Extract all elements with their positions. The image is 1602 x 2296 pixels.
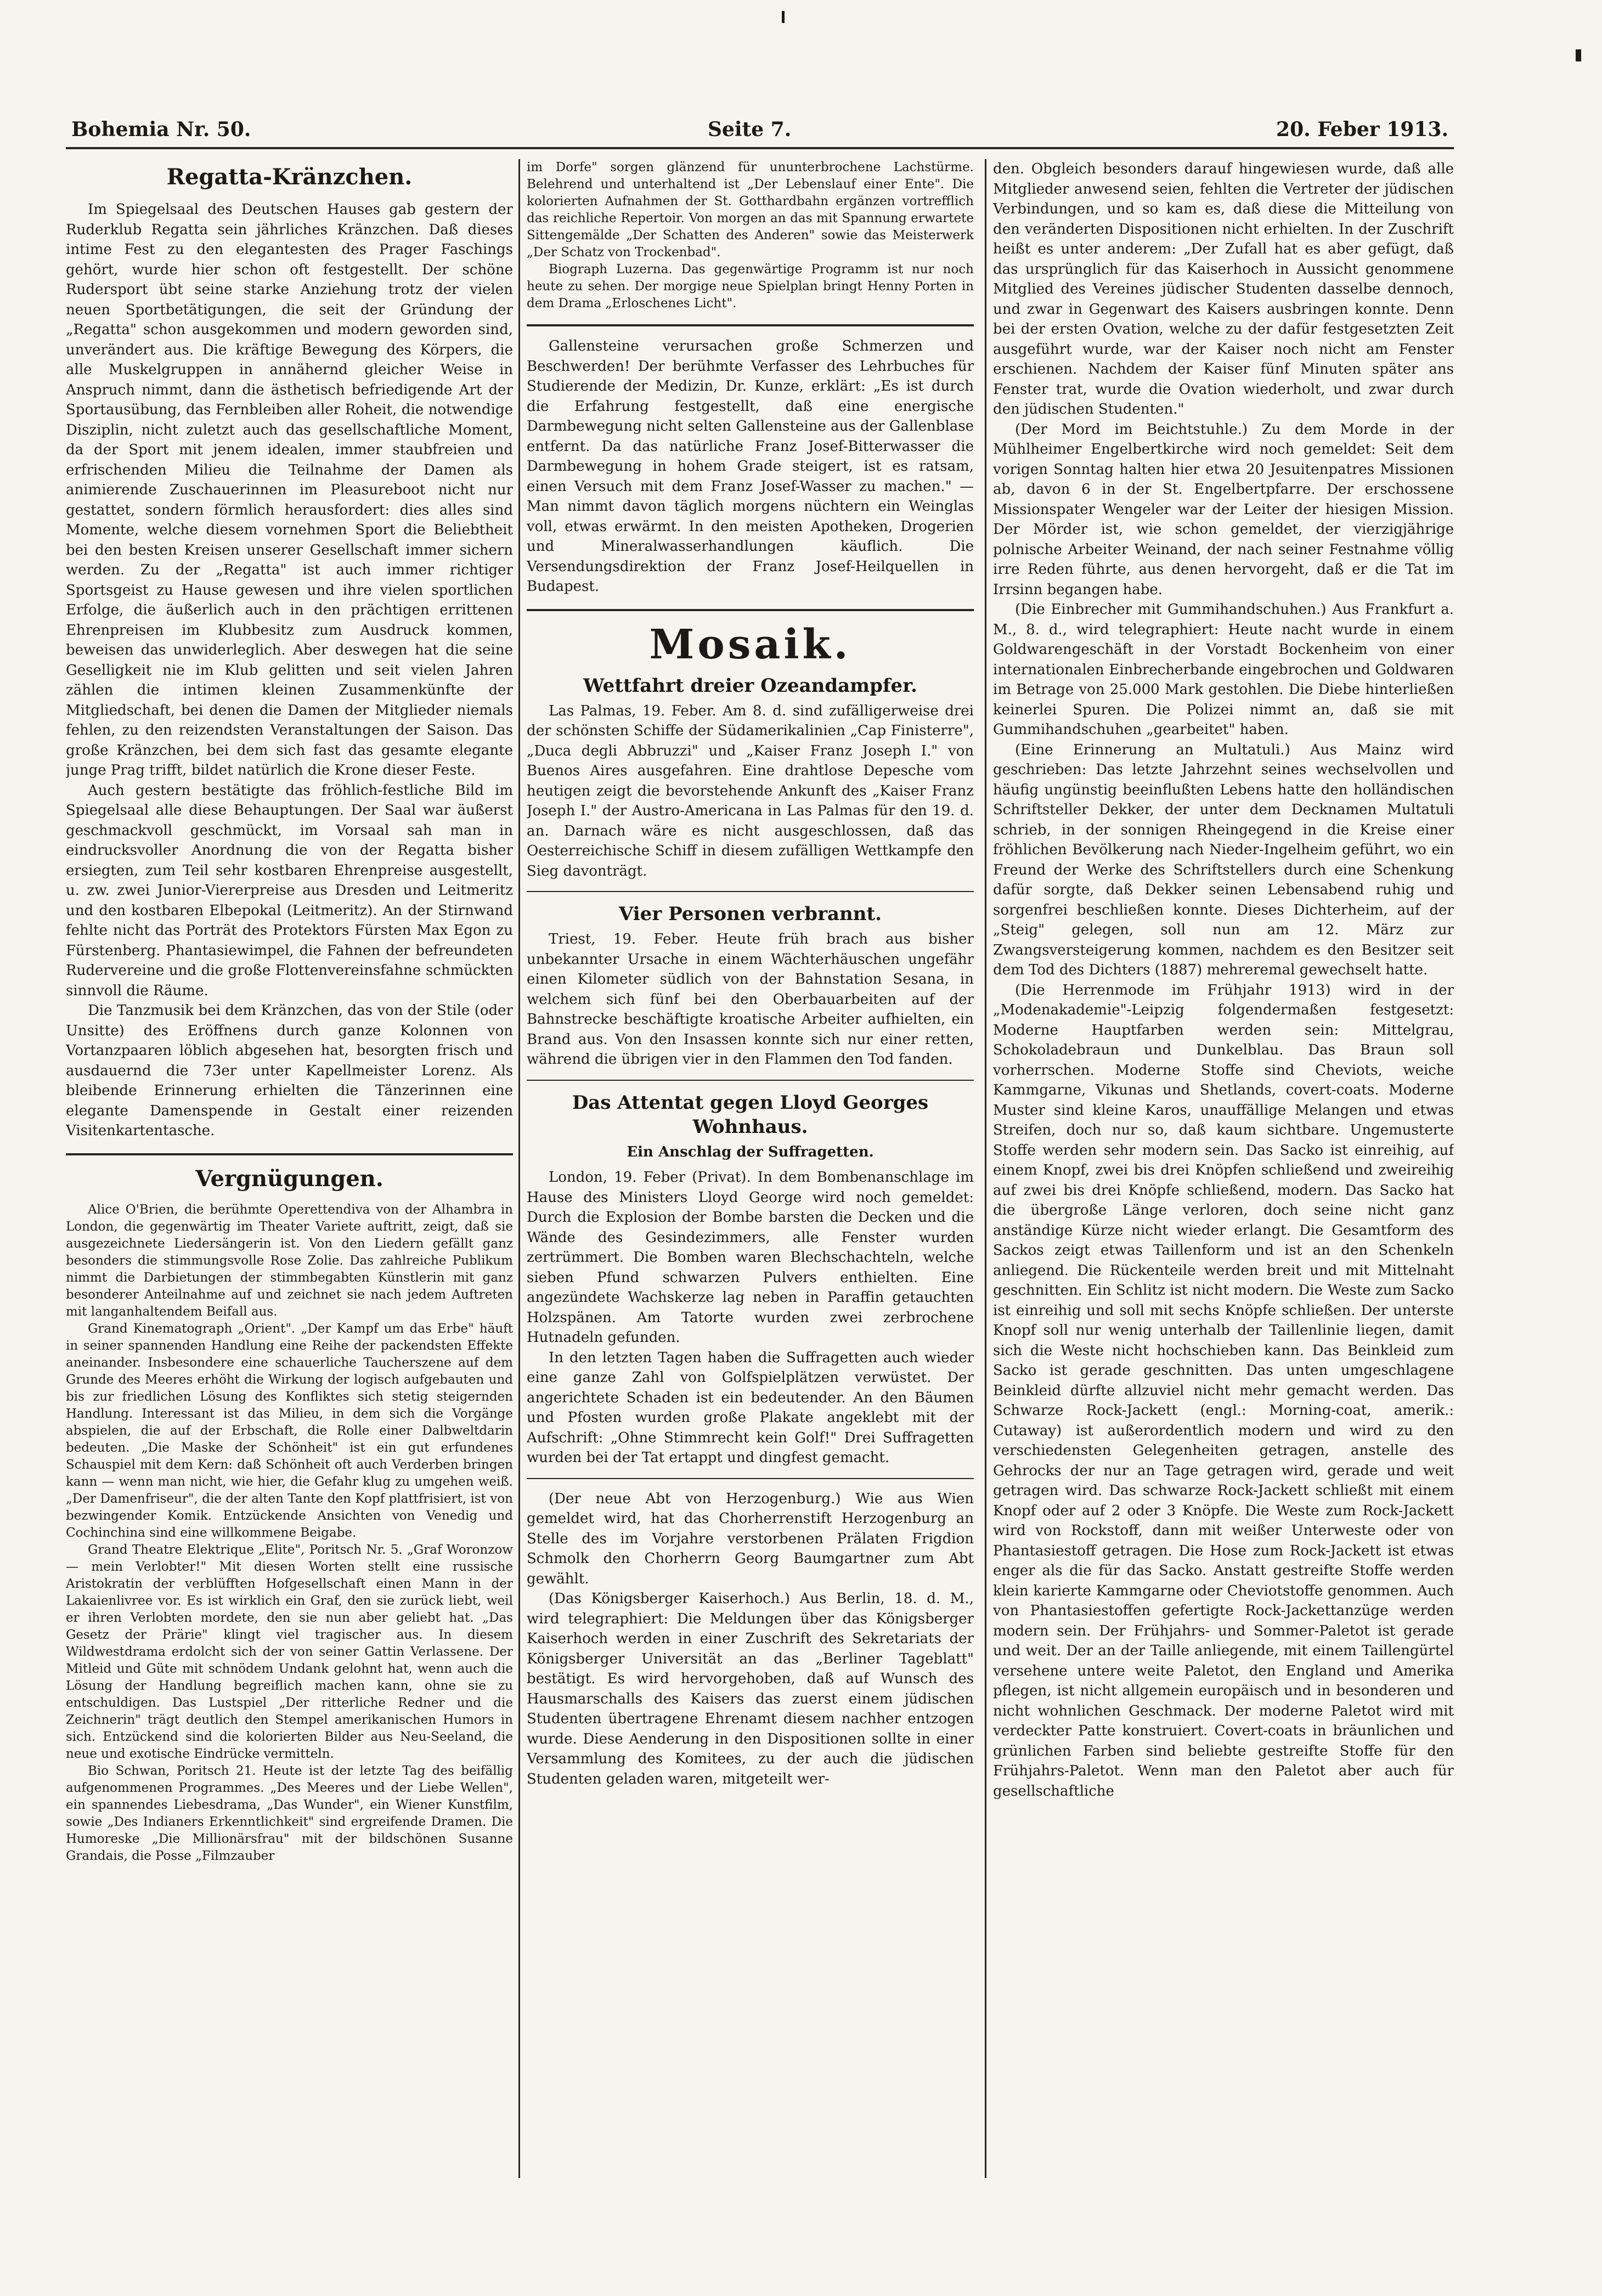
article-subtitle: Ein Anschlag der Suffragetten. (627, 1143, 874, 1160)
article-title: Regatta-Kränzchen. (166, 164, 413, 190)
article-title: Vier Personen verbrannt. (618, 903, 882, 925)
article-paragraph: Triest, 19. Feber. Heute früh brach aus bisher unbekannter Ursache in einem Wächterhäuschen ungefähr einen Kilometer südlich von der Bahnstation Sesana, in welchem sich fünf bei den Oberbauarbeiten auf der Bahnstrecke beschäftigte kroatische Arbeiter aufhielten, ein Brand aus. Von den Insassen konnte sich nur einer retten, während die übrigen vier in den Flammen den Tod fanden. (527, 931, 974, 1068)
article-paragraph: (Das Königsberger Kaiserhoch.) Aus Berlin, 18. d. M., wird telegraphiert: Die Meldungen über das Königsberger Kaiserhoch werden in einer Zuschrift des Sekretariats der Königsberger Universität an das „Berliner Tageblatt" bestätigt. Es wird hervorgehoben, daß auf Wunsch des Hausmarschalls des Kaisers das zuerst einem jüdischen Studenten übertragene Ehrenamt diesem nachher entzogen wurde. Diese Aenderung in den Dispositionen sollte in einer Versammlung des Komitees, zu der auch die jüdischen Studenten geladen waren, mitgeteilt wer- (527, 1590, 974, 1787)
section-divider (527, 609, 974, 611)
article-paragraph: Alice O'Brien, die berühmte Operettendiva von der Alhambra in London, die gegenwärtig im Theater Variete auftritt, zeigt, daß sie ausgezeichnete Liedersängerin ist. Von den Liedern gefällt ganz besonders die stimmungsvolle Rose Zolie. Das zahlreiche Publikum nimmt die Darbietungen der stimmbegabten Künstlerin mit ganz besonderer Anteilnahme auf und zeichnet sie nach jedem Auftreten mit langanhaltendem Beifall aus. (66, 1202, 513, 1319)
article-paragraph: (Der neue Abt von Herzogenburg.) Wie aus Wien gemeldet wird, hat das Chorherrenstift Herzogenburg an Stelle des im Vorjahre verstorbenen Prälaten Frigdion Schmolk den Chorherrn Georg Baumgartner zum Abt gewählt. (527, 1490, 974, 1587)
article-paragraph: im Dorfe" sorgen glänzend für ununterbrochene Lachstürme. Belehrend und unterhaltend ist „Der Lebenslauf einer Ente". Die kolorierten Aufnahmen der St. Gotthardbahn ergänzen vortrefflich das reichliche Repertoir. Von morgen an das mit Spannung erwartete Sittengemälde „Der Schatten des Anderen" sowie das Meisterwerk „Der Schatz von Trockenbad". (527, 160, 974, 260)
margin-mark (1576, 49, 1581, 61)
article-paragraph: Grand Theatre Elektrique „Elite", Poritsch Nr. 5. „Graf Woronzow — mein Verlobter!" Mit diesen Worten stellt eine russische Aristokratin der verblüfften Hofgesellschaft einen Mann in der Lakaienlivree vor. Es ist wirklich ein Graf, den sie zurück liebt, weil er ihren Verlobten mordete, den sie nun aber geliebt hat. „Das Gesetz der Prärie" klingt viel tragischer aus. In diesem Wildwestdrama erdolcht sich der von seiner Gattin Verlassene. Der Mitleid und Güte mit schnödem Undank gelohnt hat, wenn auch die Lösung der Handlung begreiflich machen kann, ohne sie zu entschuldigen. Das Lustspiel „Der ritterliche Redner und die Zeichnerin" trägt deutlich den Stempel amerikanischen Humors in sich. Entzückend sind die kolorierten Bilder aus Neu-Seeland, die neue und exotische Eindrücke vermitteln. (66, 1542, 513, 1761)
section-title: Vergnügungen. (195, 1165, 383, 1192)
article-divider (527, 1478, 974, 1479)
column-2 (527, 159, 974, 2178)
article-paragraph: London, 19. Feber (Privat). In dem Bombenanschlage im Hause des Ministers Lloyd George wird noch gemeldet: Durch die Explosion der Bombe barsten die Decken und die Wände des Gesindezimmers, alle Fenster wurden zertrümmert. Die Bomben waren Blechschachteln, welche sieben Pfund schwarzen Pulvers enthielten. Eine angezündete Wachskerze lag neben in Paraffin getauchten Holzspänen. Am Tatorte wurden zwei zerbrochene Hutnadeln gefunden. (527, 1169, 974, 1346)
article-divider (527, 1080, 974, 1081)
article-paragraph: Grand Kinematograph „Orient". „Der Kampf um das Erbe" häuft in seiner spannenden Handlung eine Reihe der packendsten Effekte aneinander. Insbesondere eine schauerliche Taucherszene auf dem Grunde des Meeres erhöht die Wirkung der logisch aufgebauten und bis zur friedlichen Lösung des Konfliktes sich stetig steigernden Handlung. Interessant ist das Milieu, in dem sich die Vorgänge abspielen, die auf der Erbschaft, die Rolle einer Dalbweltdarin bedeuten. „Die Maske der Schönheit" ist ein gut erfundenes Schauspiel mit dem Kern: daß Schönheit oft auch Verderben bringen kann — wenn man nicht, wie hier, die Gefahr klug zu umgehen weiß. „Der Damenfriseur", die der alten Tante den Kopf plattfrisiert, ist von bezwingender Komik. Entzückende Ansichten von Venedig und Cochinchina sind eine willkommene Beigabe. (66, 1321, 513, 1540)
article-paragraph: Bio Schwan, Poritsch 21. Heute ist der letzte Tag des beifällig aufgenommenen Programmes. „Des Meeres und der Liebe Wellen", ein spannendes Liebesdrama, „Das Wunder", ein Wiener Kunstfilm, sowie „Des Indianers Erkenntlichkeit" sind ergreifende Dramen. Die Humoreske „Die Millionärsfrau" mit der bildschönen Susanne Grandais, die Posse „Filmzauber (66, 1763, 513, 1863)
article-paragraph: In den letzten Tagen haben die Suffragetten auch wieder eine ganze Zahl von Golfspielplätzen verwüstet. Der angerichtete Schaden ist ein bedeutender. An den Bäumen und Pfosten wurden große Plakate angeklebt mit der Aufschrift: „Ohne Stimmrecht kein Golf!" Drei Suffragetten wurden bei der Tat ertappt und dingfest gemacht. (527, 1349, 974, 1466)
article-paragraph: Las Palmas, 19. Feber. Am 8. d. sind zufälligerweise drei der schönsten Schiffe der Südamerikalinien „Cap Finisterre", „Duca degli Abbruzzi" und „Kaiser Franz Joseph I." von Buenos Aires ausgefahren. Eine drahtlose Depesche vom heutigen zeigt die bevorstehende Ankunft des „Kaiser Franz Joseph I." der Austro-Americana in Las Palmas für den 19. d. an. Darnach wäre es nicht ausgeschlossen, daß das Oesterreichische Schiff in diesem zufälligen Wettkampfe den Sieg davonträgt. (527, 702, 974, 879)
article-paragraph: Auch gestern bestätigte das fröhlich-festliche Bild im Spiegelsaal alle diese Behauptungen. Der Saal war äußerst geschmackvoll geschmückt, im Vorsaal sah man in eindrucksvoller Anordnung die von der Regatta bisher ersiegten, zum Teil sehr kostbaren Ehrenpreise ausgestellt, u. zw. zwei Junior-Viererpreise aus Dresden und Leitmeritz und den kostbaren Elbepokal (Leitmeritz). An der Stirnwand fehlte nicht das Porträt des Protektors Fürsten Max Egon zu Fürstenberg. Phantasiewimpel, die Fahnen der befreundeten Rudervereine und die große Flottenvereinsfahne schmückten sinnvoll die Räume. (66, 782, 513, 999)
article-paragraph: Im Spiegelsaal des Deutschen Hauses gab gestern der Ruderklub Regatta sein jährliches Kränzchen. Daß dieses intime Fest zu den elegantesten des Prager Faschings gehört, wurde hier schon oft festgestellt. Der schöne Rudersport übt seine starke Anziehung trotz der vielen neuen Sportbetätigungen, die seit der Gründung der „Regatta" schon ausgekommen und modern geworden sind, unverändert aus. Die kräftige Bewegung des Körpers, die alle Muskelgruppen in annähernd gleicher Weise in Anspruch nimmt, dann die ästhetisch befriedigende Art der Sportausübung, das Fernbleiben aller Roheit, die notwendige Disziplin, nicht zuletzt auch das gesellschaftliche Moment, da der Sport mit jenem idealen, immer staubfreien und erfrischenden Milieu die Teilnahme der Damen als animierende Zuschauerinnen im Pleasureboot nicht nur gestattet, sondern förmlich herausfordert: dies alles sind Momente, welche diesem vornehmen Sport die Beliebtheit bei den besten Kreisen unserer Gesellschaft immer sichern werden. Zu der „Regatta" ist auch immer richtiger Sportsgeist zu Hause gewesen und ihre vielen sportlichen Erfolge, die äußerlich auch in den prächtigen errittenen Ehrenpreisen im Klubbesitz zum Ausdruck kommen, beweisen das unwiderleglich. Aber deswegen hat die seine Geselligkeit nie im Klub gelitten und seit vielen Jahren zählen die intimen kleinen Zusammenkünfte der Mitgliedschaft, bei denen die Damen der Mitglieder niemals fehlen, zu den reizendsten Veranstaltungen der Saison. Das große Kränzchen, bei dem sich fast das gesamte elegante junge Prag trifft, bildet natürlich die Krone dieser Feste. (66, 201, 513, 779)
article-paragraph: den. Obgleich besonders darauf hingewiesen wurde, daß alle Mitglieder anwesend seien, fehlten die Vertreter der jüdischen Verbindungen, und so kam es, daß diese die Mitteilung von den veränderten Dispositionen nicht erhielten. In der Zuschrift heißt es unter anderem: „Der Zufall hat es aber gefügt, daß das ursprünglich für das Kaiserhoch in Aussicht genommene Mitglied des Vereines jüdischer Studenten dasselbe dennoch, und zwar in Gegenwart des Kaisers ausbringen konnte. Denn bei der ersten Ovation, welche zu der dafür festgesetzten Zeit ausgeführt wurde, war der Kaiser noch nicht am Fenster erschienen. Nachdem der Kaiser fünf Minuten später ans Fenster trat, wurde die Ovation wiederholt, und zwar durch den jüdischen Studenten." (993, 161, 1454, 418)
article-paragraph: (Die Einbrecher mit Gummihandschuhen.) Aus Frankfurt a. M., 8. d., wird telegraphiert: Heute nacht wurde in einem Goldwarengeschäft in der Vorstadt Bockenheim von einer internationalen Einbrecherbande eingebrochen und Goldwaren im Betrage von 25.000 Mark gestohlen. Die Diebe hinterließen keinerlei Spuren. Die Polizei nimmt an, daß sie mit Gummihandschuhen „gearbeitet" haben. (993, 601, 1454, 738)
article-paragraph: Die Tanzmusik bei dem Kränzchen, das von der Stile (oder Unsitte) des Eröffnens durch ganze Kolonnen von Vortanzpaaren löblich abgesehen hat, besorgten frisch und ausdauernd die 73er unter Kapellmeister Lorenz. Als bleibende Erinnerung erhielten die Tänzerinnen eine elegante Damenspende in Gestalt einer reizenden Visitenkartentasche. (66, 1002, 513, 1139)
article-title: Das Attentat gegen Lloyd Georges Wohnhaus. (572, 1091, 929, 1138)
article-title: Wettfahrt dreier Ozeandampfer. (583, 674, 917, 697)
header-date: 20. Feber 1913. (1276, 118, 1448, 141)
article-paragraph: Biograph Luzerna. Das gegenwärtige Programm ist nur noch heute zu sehen. Der morgige neue Spielplan bringt Henny Porten in dem Drama „Erloschenes Licht". (527, 262, 974, 311)
header-publication: Bohemia Nr. 50. (71, 118, 251, 141)
margin-mark (782, 11, 785, 23)
article-divider (527, 891, 974, 892)
column-rule (518, 159, 520, 2178)
header-page-number: Seite 7. (708, 118, 792, 141)
page-header (66, 112, 1454, 145)
section-title: Mosaik. (649, 620, 851, 668)
column-3 (993, 159, 1454, 2178)
header-rule (66, 147, 1454, 149)
section-divider (527, 324, 974, 326)
column-1 (66, 159, 513, 2178)
section-divider (66, 1153, 513, 1155)
article-paragraph: (Die Herrenmode im Frühjahr 1913) wird in der „Modenakademie"-Leipzig folgendermaßen festgesetzt: Moderne Hauptfarben werden sein: Mittelgrau, Schokoladebraun und Dunkelblau. Das Braun soll vorherrschen. Moderne Stoffe sind Cheviots, weiche Kammgarne, Vikunas und Shetlands, covert-coats. Moderne Muster sind kleine Karos, unauffällige Melangen und etwas Streifen, doch nur so, daß kaum sichtbare. Ungemusterte Stoffe werden sehr modern sein. Das Sacko ist einreihig, auf einem Knopf, zwei bis drei Knöpfen schließend und zweireihig auf zwei bis drei Knöpfe schließend, modern. Das Sacko hat die übergroße Länge verloren, doch seine nicht ganz anständige Kürze nicht wieder erlangt. Die Gesamtform des Sackos zeigt etwas Taillenform und ist an den Schenkeln anliegend. Die Rückenteile werden breit und mit Mittelnaht geschnitten. Ein Schlitz ist nicht modern. Die Weste zum Sacko ist einreihig und soll mit sechs Knöpfe schließen. Der unterste Knopf soll nur wenig unterhalb der Taillenlinie liegen, damit sich die Weste nicht hochschieben kann. Das Beinkleid zum Sacko ist gerade geschnitten. Das unten umgeschlagene Beinkleid dürfte allzuviel nicht mehr gemacht werden. Das Schwarze Rock-Jackett (engl.: Morning-coat, amerik.: Cutaway) ist außerordentlich modern und wird zu den verschiedensten Gelegenheiten getragen, anstelle des Gehrocks der nur an Tage getragen wird, gerade und weit getragen wird. Das schwarze Rock-Jackett schließt mit einem Knopf oder auf 2 oder 3 Knöpfe. Die Weste zum Rock-Jackett wird von Rockstoff, dann mit weißer Unterweste oder von Phantasiestoff getragen. Die Hose zum Rock-Jackett ist etwas enger als die für das Sacko. Anstatt gestreifte Stoffe werden klein karierte Kammgarne oder Cheviotstoffe genommen. Auch von Phantasiestoffen gefertigte Rock-Jackettanzüge werden modern sein. Der Frühjahrs- und Sommer-Paletot ist gerade und weit. Der an der Taille anliegende, mit einem Taillengürtel versehene untere weite Paletot, den England und Amerika pflegen, ist nicht allgemein europäisch und in besonderen und nicht wohnlichen Geschmack. Der moderne Paletot wird mit verdeckter Patte konstruiert. Covert-coats in bräunlichen und grünlichen Farben sind beliebte gestreifte Stoffe für den Frühjahrs-Paletot. Wenn man den Paletot aber auch für gesellschaftliche (993, 981, 1454, 1799)
advertisement-paragraph: Gallensteine verursachen große Schmerzen und Beschwerden! Der berühmte Verfasser des Lehrbuches für Studierende der Medizin, Dr. Kunze, erklärt: „Es ist durch die Erfahrung festgestellt, daß eine energische Darmbewegung nicht selten Gallensteine aus der Gallenblase entfernt. Da das natürliche Franz Josef-Bitterwasser die Darmbewegung in hohem Grade steigert, ist es ratsam, einen Versuch mit dem Franz Josef-Wasser zu machen." — Man nimmt davon täglich morgens nüchtern ein Weinglas voll, etwas erwärmt. In den meisten Apotheken, Drogerien und Mineralwasserhandlungen käuflich. Die Versendungsdirektion der Franz Josef-Heilquellen in Budapest. (527, 338, 974, 595)
article-paragraph: (Der Mord im Beichtstuhle.) Zu dem Morde in der Mühlheimer Engelbertkirche wird noch gemeldet: Seit dem vorigen Sonntag halten hier etwa 20 Jesuitenpatres Missionen ab, davon 6 in der St. Engelbertpfarre. Der erschossene Missionspater Wengeler war der Leiter der hiesigen Mission. Der Mörder ist, wie schon gemeldet, der vierzigjährige polnische Arbeiter Weinand, der nach seiner Festnahme völlig irre Reden führte, aus denen hervorgeht, daß er die Tat im Irrsinn begangen habe. (993, 421, 1454, 598)
column-rule (985, 159, 986, 2178)
article-paragraph: (Eine Erinnerung an Multatuli.) Aus Mainz wird geschrieben: Das letzte Jahrzehnt seines wechselvollen und häufig ungünstig beeinflußten Lebens hatte den holländischen Schriftsteller Dekker, der unter dem Decknamen Multatuli schrieb, in der sonnigen Rheingegend in die Kreise einer fröhlichen Bevölkerung nach Nieder-Ingelheim geführt, wo ein Freund der Werke des Schriftstellers durch eine Schenkung dafür sorgte, daß Dekker seinen Lebensabend ruhig und sorgenfrei beschließen konnte. Dieses Dichterheim, auf der „Steig" gelegen, soll nun am 12. März zur Zwangsversteigerung kommen, nachdem es den Besitzer seit dem Tod des Dichters (1887) mehreremal gewechselt hatte. (993, 741, 1454, 978)
